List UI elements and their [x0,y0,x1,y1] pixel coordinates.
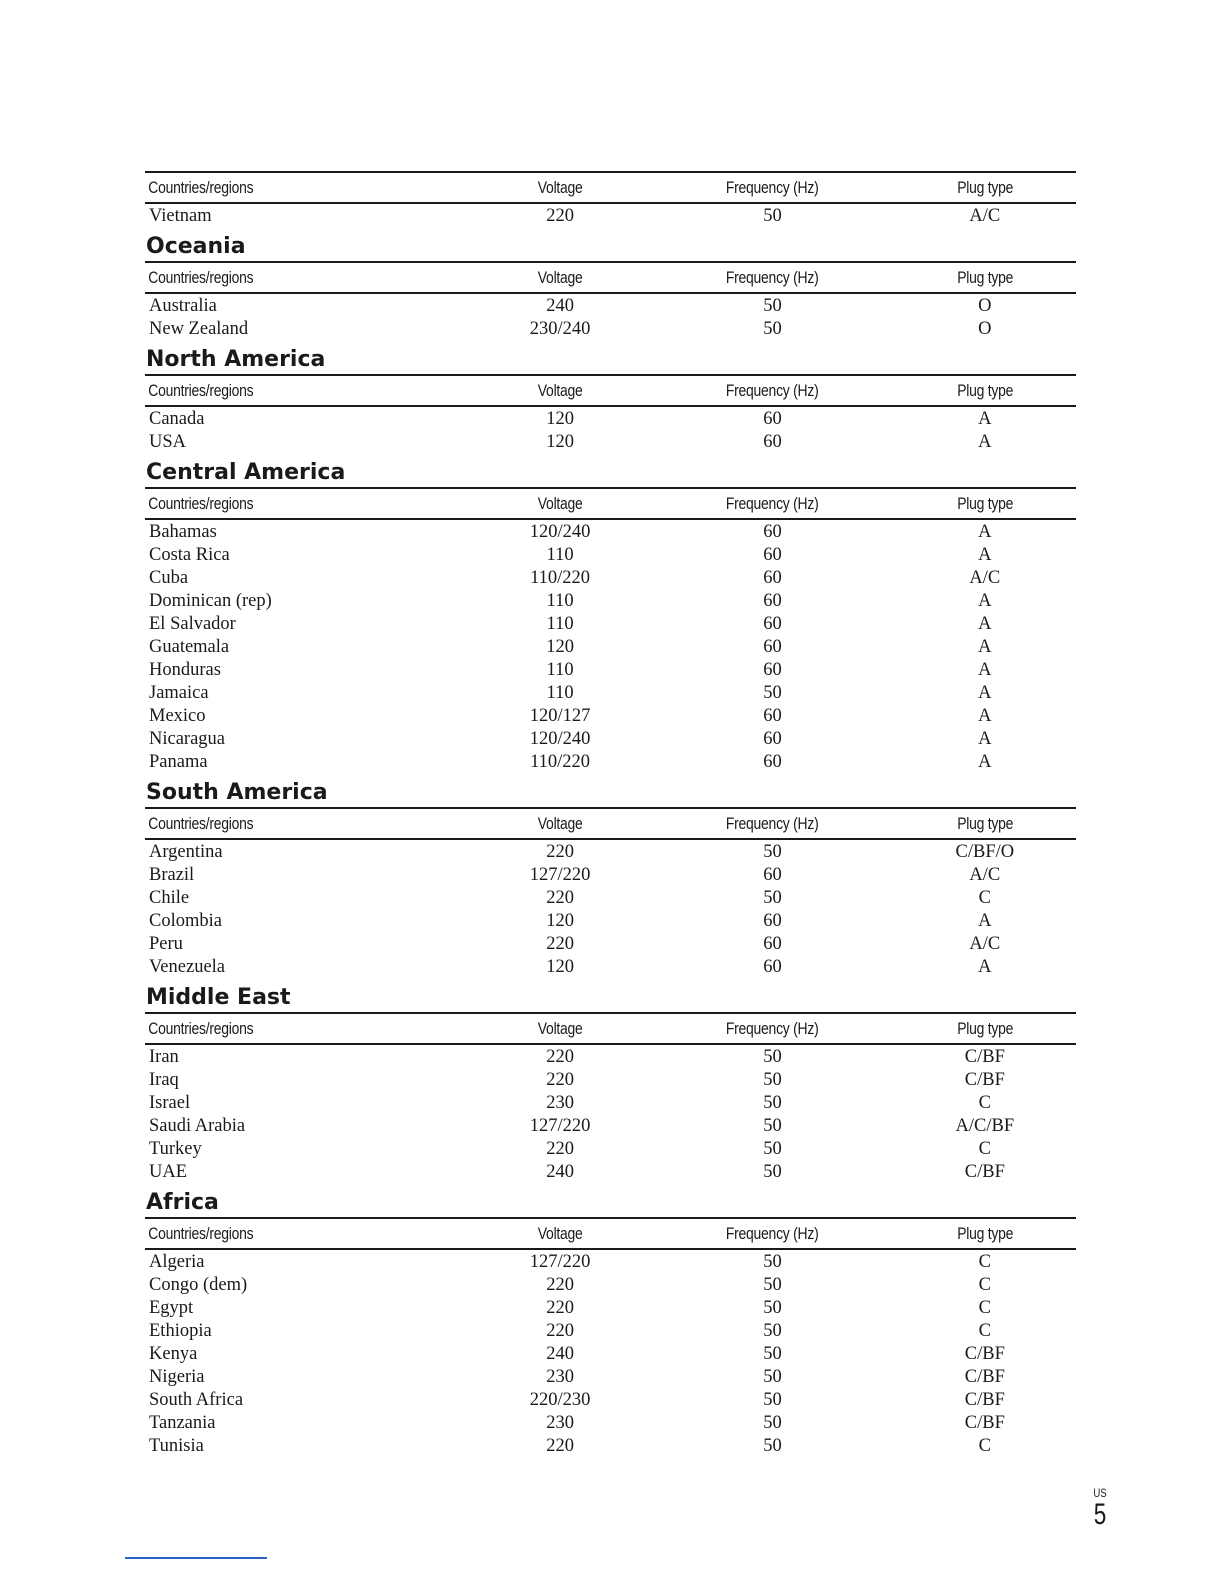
header-frequency: Frequency (Hz) [726,813,819,833]
table-row [145,295,1076,318]
table-row [145,956,1076,979]
header-plug-type: Plug type [956,1223,1013,1243]
cell-voltage: 110/220 [530,568,591,588]
table-row [145,751,1076,774]
page-marker [1089,1486,1111,1530]
region-section [145,1184,1076,1458]
cell-frequency: 50 [763,1139,782,1159]
cell-voltage: 240 [546,296,574,316]
header-country: Countries/regions [148,493,254,513]
table-row [145,1435,1076,1458]
cell-country: Congo (dem) [149,1275,248,1295]
cell-plug-type: A [978,683,992,703]
cell-voltage: 230/240 [529,319,591,339]
cell-voltage: 110 [546,660,574,680]
cell-frequency: 50 [763,1413,782,1433]
cell-voltage: 110 [546,614,574,634]
cell-frequency: 50 [763,842,782,862]
cell-plug-type: A [978,911,992,931]
cell-frequency: 50 [763,1367,782,1387]
cell-voltage: 120 [546,432,574,452]
header-plug-type: Plug type [956,380,1013,400]
cell-plug-type: C/BF [964,1413,1005,1433]
table-row [145,682,1076,705]
cell-country: Vietnam [149,206,212,226]
cell-voltage: 220 [546,206,574,226]
cell-country: Brazil [149,865,195,885]
cell-frequency: 60 [763,752,782,772]
header-country: Countries/regions [148,267,254,287]
cell-frequency: 60 [763,432,782,452]
cell-country: Peru [149,934,183,954]
table-header [145,173,1076,204]
header-country: Countries/regions [148,177,254,197]
cell-voltage: 220 [546,1047,574,1067]
cell-voltage: 110 [546,683,574,703]
cell-plug-type: A [978,591,992,611]
header-country: Countries/regions [148,1223,254,1243]
table-header [145,1219,1076,1250]
cell-country: Kenya [149,1344,198,1364]
cell-country: El Salvador [149,614,236,634]
cell-frequency: 50 [763,1047,782,1067]
cell-country: Dominican (rep) [149,591,272,611]
cell-plug-type: A [978,545,992,565]
cell-voltage: 220 [546,1275,574,1295]
voltage-tables [145,171,1076,1458]
cell-frequency: 60 [763,957,782,977]
cell-country: South Africa [149,1390,244,1410]
cell-plug-type: C [978,1275,991,1295]
table-row [145,1092,1076,1115]
region-title: South America [146,780,328,805]
cell-country: Chile [149,888,190,908]
cell-voltage: 220 [546,1436,574,1456]
cell-country: UAE [149,1162,188,1182]
cell-country: Panama [149,752,208,772]
table-row [145,1389,1076,1412]
table-row [145,1251,1076,1274]
cell-plug-type: C [978,1298,991,1318]
cell-frequency: 60 [763,729,782,749]
cell-country: Algeria [149,1252,205,1272]
cell-plug-type: A/C/BF [955,1116,1015,1136]
table-row [145,887,1076,910]
cell-frequency: 50 [763,296,782,316]
cell-voltage: 220 [546,842,574,862]
region-title: Central America [146,460,346,485]
cell-country: Saudi Arabia [149,1116,246,1136]
cell-voltage: 120 [546,957,574,977]
region-table [145,1012,1076,1184]
cell-frequency: 60 [763,568,782,588]
cell-voltage: 230 [546,1413,574,1433]
header-frequency: Frequency (Hz) [726,1223,819,1243]
cell-voltage: 230 [546,1367,574,1387]
cell-country: Venezuela [149,957,226,977]
cell-frequency: 50 [763,319,782,339]
header-plug-type: Plug type [956,1018,1013,1038]
cell-frequency: 60 [763,637,782,657]
cell-frequency: 60 [763,614,782,634]
cell-country: Argentina [149,842,223,862]
cell-voltage: 120 [546,911,574,931]
cell-frequency: 60 [763,911,782,931]
cell-country: Iraq [149,1070,179,1090]
header-plug-type: Plug type [956,267,1013,287]
header-country: Countries/regions [148,380,254,400]
region-section [145,341,1076,454]
cell-country: Tanzania [149,1413,216,1433]
table-row [145,1115,1076,1138]
cell-voltage: 127/220 [529,1116,591,1136]
cell-plug-type: C/BF [964,1070,1005,1090]
header-country: Countries/regions [148,813,254,833]
cell-plug-type: O [978,319,992,339]
cell-plug-type: A [978,752,992,772]
cell-voltage: 127/220 [529,1252,591,1272]
cell-voltage: 110/220 [530,752,591,772]
table-row [145,1069,1076,1092]
header-voltage: Voltage [537,1223,583,1243]
cell-voltage: 220/230 [529,1390,591,1410]
header-voltage: Voltage [537,380,583,400]
cell-plug-type: C/BF/O [955,842,1015,862]
header-frequency: Frequency (Hz) [726,267,819,287]
cell-country: Costa Rica [149,545,230,565]
table-row [145,1046,1076,1069]
cell-frequency: 50 [763,1070,782,1090]
page-language: US [1093,1486,1107,1500]
table-row [145,1161,1076,1184]
header-frequency: Frequency (Hz) [726,380,819,400]
region-section [145,228,1076,341]
cell-voltage: 127/220 [529,865,591,885]
cell-plug-type: C [978,888,991,908]
cell-plug-type: A [978,706,992,726]
header-plug-type: Plug type [956,177,1013,197]
cell-voltage: 230 [546,1093,574,1113]
cell-country: Cuba [149,568,189,588]
header-voltage: Voltage [537,493,583,513]
cell-voltage: 120/127 [529,706,591,726]
header-country: Countries/regions [148,1018,254,1038]
table-row [145,933,1076,956]
table-header [145,809,1076,840]
table-header [145,263,1076,294]
table-row [145,1412,1076,1435]
cell-country: Canada [149,409,205,429]
cell-frequency: 60 [763,934,782,954]
header-voltage: Voltage [537,1018,583,1038]
header-frequency: Frequency (Hz) [726,177,819,197]
cell-country: Honduras [149,660,221,680]
cell-plug-type: C [978,1093,991,1113]
cell-voltage: 220 [546,888,574,908]
cell-frequency: 50 [763,1116,782,1136]
cell-frequency: 50 [763,1162,782,1182]
cell-plug-type: C/BF [964,1047,1005,1067]
cell-plug-type: C/BF [964,1344,1005,1364]
cell-voltage: 120/240 [529,729,591,749]
cell-country: Mexico [149,706,206,726]
region-title: North America [146,347,326,372]
cell-country: Guatemala [149,637,230,657]
cell-voltage: 120 [546,637,574,657]
cell-voltage: 220 [546,1070,574,1090]
cell-country: USA [149,432,187,452]
table-row [145,705,1076,728]
region-table [145,1217,1076,1458]
cell-voltage: 220 [546,1321,574,1341]
cell-country: Colombia [149,911,222,931]
header-voltage: Voltage [537,267,583,287]
table-row [145,1297,1076,1320]
header-plug-type: Plug type [956,813,1013,833]
cell-frequency: 60 [763,660,782,680]
cell-frequency: 60 [763,409,782,429]
cell-voltage: 240 [546,1162,574,1182]
table-row [145,521,1076,544]
cell-plug-type: C [978,1321,991,1341]
cell-plug-type: C/BF [964,1390,1005,1410]
cell-plug-type: C [978,1252,991,1272]
table-row [145,431,1076,454]
table-row [145,636,1076,659]
table-row [145,1366,1076,1389]
cell-plug-type: A/C [969,934,1001,954]
table-header [145,1014,1076,1045]
header-plug-type: Plug type [956,493,1013,513]
cell-plug-type: A/C [969,865,1001,885]
cell-plug-type: A [978,957,992,977]
cell-voltage: 220 [546,1139,574,1159]
cell-plug-type: C/BF [964,1367,1005,1387]
cell-voltage: 220 [546,934,574,954]
table-row [145,1138,1076,1161]
table-row [145,318,1076,341]
table-row [145,1320,1076,1343]
table-row [145,1274,1076,1297]
table-row [145,590,1076,613]
cell-voltage: 220 [546,1298,574,1318]
table-row [145,910,1076,933]
cell-country: Iran [149,1047,179,1067]
cell-country: Ethiopia [149,1321,212,1341]
cell-country: Australia [149,296,217,316]
table-row [145,205,1076,228]
cell-country: New Zealand [149,319,249,339]
cell-voltage: 110 [546,591,574,611]
cell-plug-type: C [978,1139,991,1159]
header-frequency: Frequency (Hz) [726,493,819,513]
cell-plug-type: C/BF [964,1162,1005,1182]
cell-plug-type: A [978,660,992,680]
cell-country: Nicaragua [149,729,226,749]
table-row [145,728,1076,751]
table-row [145,544,1076,567]
cell-frequency: 50 [763,683,782,703]
cell-frequency: 60 [763,545,782,565]
region-section [145,774,1076,979]
cell-frequency: 50 [763,1344,782,1364]
cell-frequency: 50 [763,1093,782,1113]
region-table [145,807,1076,979]
cell-plug-type: C [978,1436,991,1456]
region-table [145,487,1076,774]
cell-voltage: 110 [546,545,574,565]
header-voltage: Voltage [537,177,583,197]
region-title: Oceania [146,234,246,259]
cell-country: Turkey [149,1139,202,1159]
table-row [145,1343,1076,1366]
cell-frequency: 50 [763,888,782,908]
cell-frequency: 50 [763,1436,782,1456]
cell-plug-type: A [978,637,992,657]
cell-voltage: 120 [546,409,574,429]
cell-frequency: 50 [763,1321,782,1341]
table-row [145,864,1076,887]
table-header [145,376,1076,407]
cell-frequency: 50 [763,1298,782,1318]
table-row [145,613,1076,636]
region-title: Middle East [146,985,291,1010]
cell-plug-type: A [978,729,992,749]
cell-country: Nigeria [149,1367,205,1387]
cell-voltage: 120/240 [529,522,591,542]
cell-country: Egypt [149,1298,194,1318]
region-table [145,261,1076,341]
cell-plug-type: A [978,432,992,452]
cell-frequency: 50 [763,206,782,226]
cell-plug-type: A/C [969,568,1001,588]
table-row [145,659,1076,682]
region-title: Africa [146,1190,219,1215]
header-frequency: Frequency (Hz) [726,1018,819,1038]
cell-frequency: 50 [763,1390,782,1410]
table-header [145,489,1076,520]
cell-frequency: 60 [763,865,782,885]
cell-country: Tunisia [149,1436,204,1456]
cell-plug-type: A [978,522,992,542]
region-table [145,171,1076,228]
cell-voltage: 240 [546,1344,574,1364]
table-row [145,841,1076,864]
region-section [145,454,1076,774]
footer-link-line [125,1557,267,1559]
cell-frequency: 60 [763,591,782,611]
cell-frequency: 60 [763,522,782,542]
cell-plug-type: A/C [969,206,1001,226]
cell-plug-type: A [978,409,992,429]
table-row [145,408,1076,431]
region-table [145,374,1076,454]
page-number: 5 [1093,1498,1107,1531]
cell-country: Bahamas [149,522,217,542]
cell-country: Israel [149,1093,191,1113]
region-section [145,171,1076,228]
region-section [145,979,1076,1184]
table-row [145,567,1076,590]
cell-frequency: 50 [763,1252,782,1272]
cell-frequency: 50 [763,1275,782,1295]
cell-frequency: 60 [763,706,782,726]
cell-country: Jamaica [149,683,209,703]
header-voltage: Voltage [537,813,583,833]
cell-plug-type: A [978,614,992,634]
cell-plug-type: O [978,296,992,316]
